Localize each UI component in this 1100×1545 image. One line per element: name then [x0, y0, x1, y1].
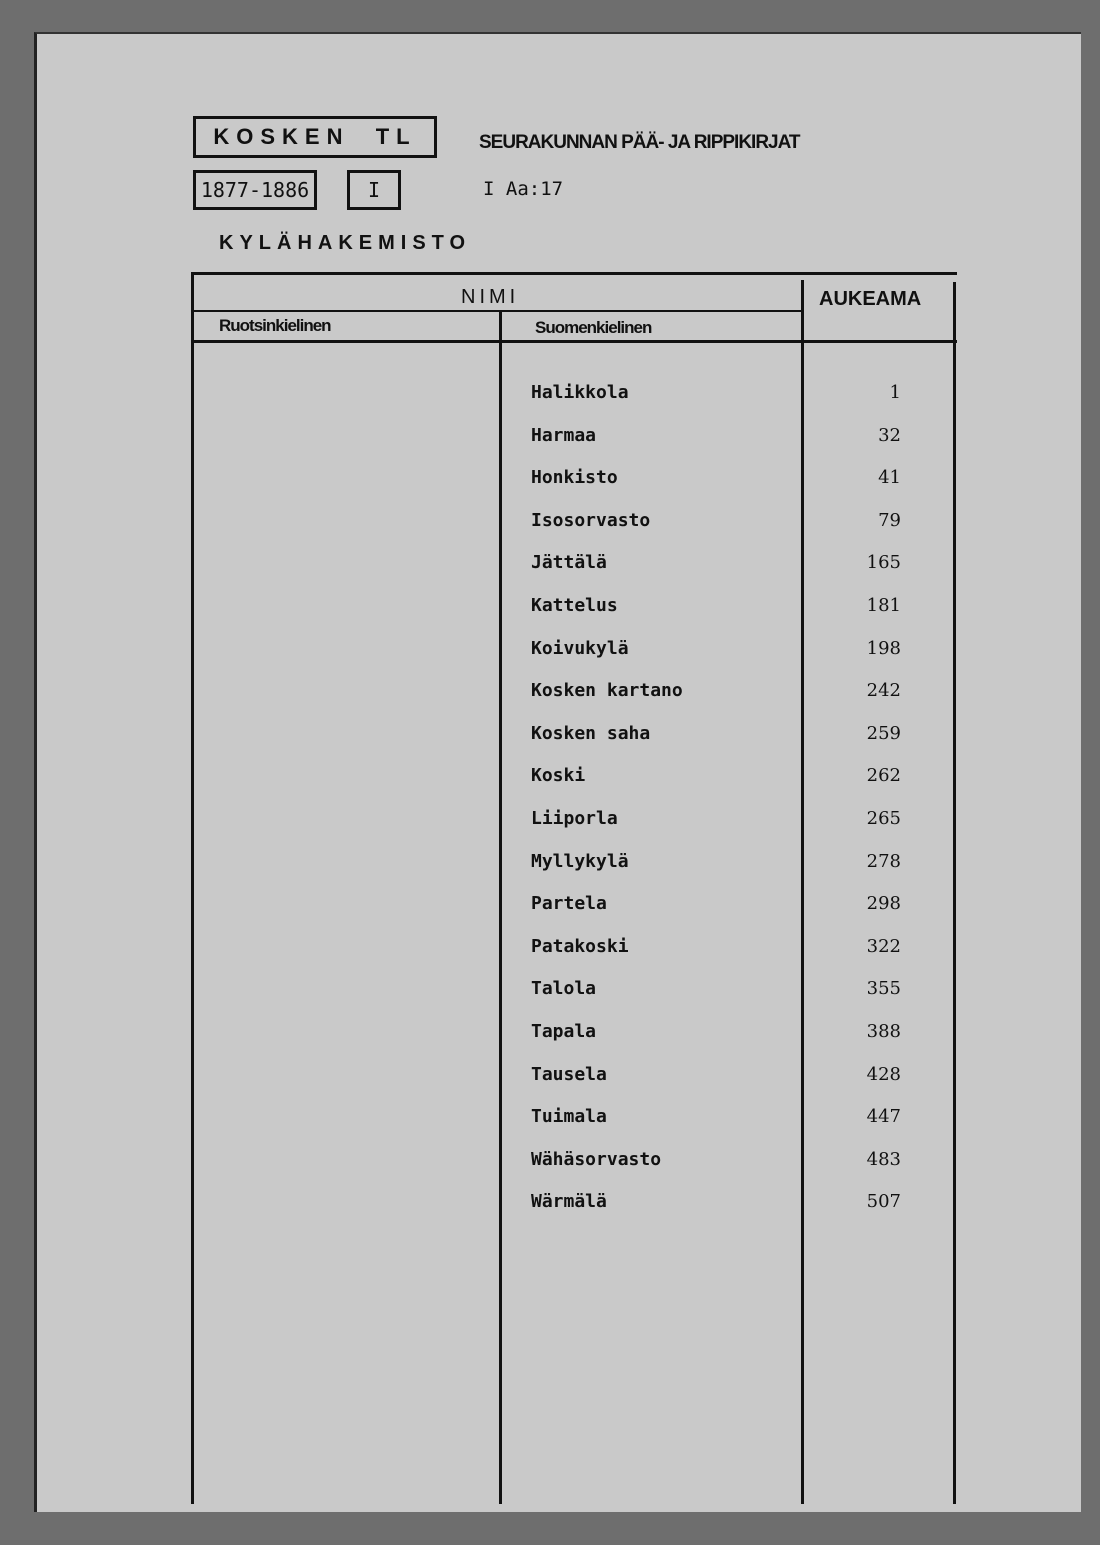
- village-name-finnish: Myllykylä: [531, 850, 629, 872]
- table-row: [191, 467, 957, 510]
- aukeama-number: 259: [866, 722, 901, 744]
- table-row: [191, 510, 957, 553]
- aukeama-number: 1: [889, 382, 901, 403]
- table-row: [191, 936, 957, 979]
- aukeama-number: 483: [866, 1148, 901, 1170]
- village-name-finnish: Wähäsorvasto: [531, 1148, 662, 1170]
- village-list: [191, 382, 957, 1234]
- table-row: [191, 808, 957, 851]
- aukeama-number: 198: [866, 637, 901, 659]
- archive-code: I Aa:17: [483, 178, 564, 200]
- aukeama-number: 32: [878, 424, 901, 446]
- aukeama-number: 41: [878, 467, 901, 489]
- table-row: [191, 425, 957, 468]
- table-row: [191, 638, 957, 681]
- aukeama-number: 428: [866, 1063, 901, 1085]
- table-row: [191, 723, 957, 766]
- village-name-finnish: Honkisto: [531, 467, 618, 489]
- aukeama-number: 355: [866, 978, 901, 1000]
- index-title: KYLÄHAKEMISTO: [219, 232, 472, 254]
- aukeama-number: 298: [866, 893, 901, 915]
- village-name-finnish: Talola: [531, 978, 597, 1000]
- years-range: 1877-1886: [200, 178, 310, 202]
- header-bottom-line: [191, 340, 957, 343]
- table-row: [191, 1149, 957, 1192]
- column-header-finnish: Suomenkielinen: [535, 318, 652, 337]
- table-row: [191, 552, 957, 595]
- aukeama-number: 278: [866, 850, 901, 872]
- aukeama-number: 181: [866, 594, 901, 616]
- table-row: [191, 893, 957, 936]
- table-row: [191, 680, 957, 723]
- aukeama-number: 262: [866, 765, 901, 787]
- aukeama-number: 388: [866, 1020, 901, 1042]
- village-name-finnish: Harmaa: [531, 424, 597, 446]
- village-name-finnish: Isosorvasto: [531, 509, 651, 531]
- aukeama-number: 447: [866, 1106, 901, 1128]
- aukeama-number: 79: [878, 509, 901, 531]
- column-header-name: NIMI: [461, 286, 520, 308]
- table-row: [191, 1021, 957, 1064]
- village-name-finnish: Koivukylä: [531, 637, 629, 659]
- table-row: [191, 1106, 957, 1149]
- column-header-swedish: Ruotsinkielinen: [219, 316, 331, 335]
- village-name-finnish: Kosken saha: [531, 722, 651, 744]
- table-top-border: [191, 272, 957, 275]
- village-name-finnish: Partela: [531, 893, 607, 915]
- table-row: [191, 382, 957, 425]
- table-row: [191, 978, 957, 1021]
- village-name-finnish: Patakoski: [531, 935, 629, 957]
- village-name-finnish: Koski: [531, 765, 586, 787]
- aukeama-number: 265: [866, 807, 901, 829]
- village-name-finnish: Tapala: [531, 1020, 597, 1042]
- years-box: [193, 170, 317, 210]
- village-name-finnish: Kattelus: [531, 594, 618, 616]
- village-name-finnish: Wärmälä: [531, 1191, 607, 1213]
- village-name-finnish: Liiporla: [531, 807, 618, 829]
- volume-number: I: [367, 178, 381, 202]
- table-row: [191, 851, 957, 894]
- village-name-finnish: Tausela: [531, 1063, 607, 1085]
- village-name-finnish: Halikkola: [531, 382, 629, 403]
- village-name-finnish: Kosken kartano: [531, 680, 683, 702]
- table-row: [191, 765, 957, 808]
- name-subheader-line: [191, 310, 803, 312]
- aukeama-number: 242: [866, 680, 901, 702]
- table-row: [191, 1064, 957, 1107]
- document-page: [34, 32, 1081, 1512]
- volume-box: [347, 170, 401, 210]
- village-name-finnish: Tuimala: [531, 1106, 607, 1128]
- parish-name: KOSKEN TL: [213, 124, 417, 149]
- table-row: [191, 595, 957, 638]
- table-row: [191, 1191, 957, 1234]
- column-header-aukeama: AUKEAMA: [819, 288, 922, 310]
- aukeama-number: 507: [866, 1191, 901, 1213]
- village-index-table: [191, 272, 957, 1504]
- parish-box: [193, 116, 437, 158]
- series-title: SEURAKUNNAN PÄÄ- JA RIPPIKIRJAT: [479, 132, 800, 153]
- aukeama-number: 165: [866, 552, 901, 574]
- aukeama-number: 322: [866, 935, 901, 957]
- village-name-finnish: Jättälä: [531, 552, 607, 574]
